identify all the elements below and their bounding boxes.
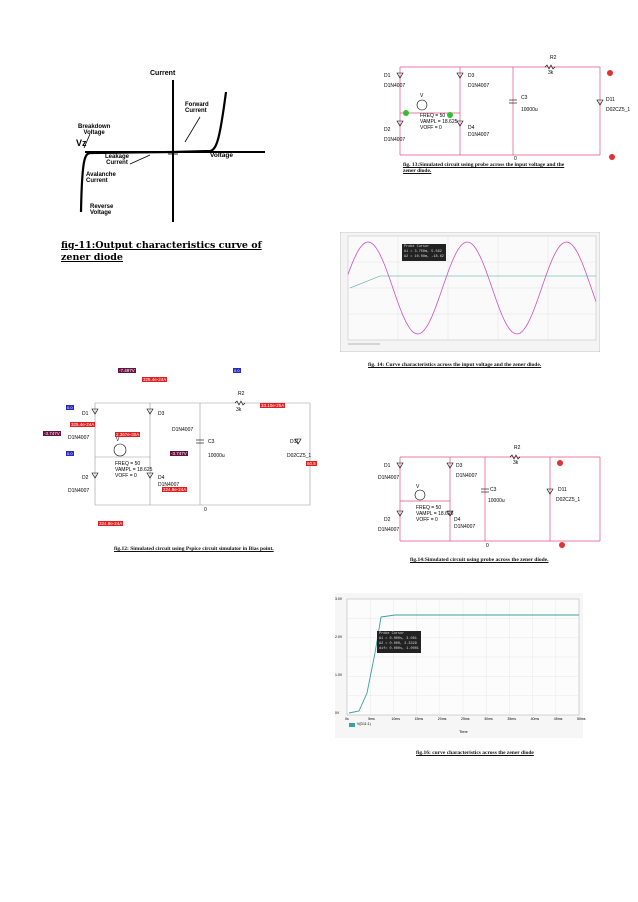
fig14b-c3-value: 10000u <box>488 498 505 504</box>
fig14b-freq: FREQ = 50 <box>416 505 442 511</box>
bias-probe-marker-mid[interactable]: 0.0 <box>67 451 73 456</box>
bias-probe-i3[interactable]: 2.367e-30A <box>116 432 140 437</box>
sine-plot-svg <box>340 232 600 352</box>
leakage-current-label <box>105 154 129 166</box>
fig14b-d2-model: D1N4007 <box>378 527 400 533</box>
fig12-zener-model: D02CZ5_1 <box>287 453 312 459</box>
bias-probe-r-current[interactable]: 33.10e-25A <box>261 403 285 408</box>
zener-characteristics-figure <box>60 62 270 222</box>
fig14b-caption: fig.14:Simulated circuit using probe across the zener diode. <box>410 557 549 563</box>
legend-swatch <box>349 723 355 727</box>
fig14-panel-row2: A2 = 10.08m, -18.62 <box>404 255 444 259</box>
bias-probe-i2[interactable]: 325.4e-24A <box>71 422 95 427</box>
forward-arrow <box>185 117 200 142</box>
x-tick: 25ms <box>461 717 470 721</box>
breakdown-voltage-label <box>78 124 110 136</box>
reverse-voltage-label <box>90 204 113 216</box>
fig14b-zener-model: D02CZ5_1 <box>556 497 581 503</box>
fig12-d1: D1 <box>82 411 89 417</box>
fig12-c3: C3 <box>208 439 215 445</box>
fig12-freq: FREQ = 50 <box>115 461 141 467</box>
leakage-line2: Current <box>106 160 128 166</box>
x-tick: 20ms <box>437 717 447 721</box>
x-tick: 35ms <box>507 717 516 721</box>
x-tick: 45ms <box>553 717 563 721</box>
legend-label: V(D11:1) <box>357 722 371 726</box>
fig12-schematic <box>40 365 320 535</box>
fig13-source: V <box>420 93 424 99</box>
fig13-d11: D11 <box>606 97 615 103</box>
breakdown-line2: Voltage <box>83 130 105 136</box>
fig12-d2-model: D1N4007 <box>68 488 90 494</box>
fig13-circuit <box>370 55 630 165</box>
bias-probe-marker-top[interactable]: 0.0 <box>234 368 240 373</box>
fig12-d2: D2 <box>82 475 89 481</box>
fig16-panel-row1: A1 = 0.000s, 3.061 <box>379 637 417 641</box>
x-tick: 50ms <box>577 717 586 721</box>
fig13-c3: C3 <box>521 95 528 101</box>
fig14-circuit <box>370 445 630 555</box>
fig13-d4-model: D1N4007 <box>468 132 490 138</box>
fig14b-d3: D3 <box>456 463 463 469</box>
fig13-d2-model: D1N4007 <box>384 137 406 143</box>
fig13-d4: D4 <box>468 125 475 131</box>
x-tick: 10ms <box>391 717 400 721</box>
fig12-vampl: VAMPL = 18.625 <box>115 467 153 473</box>
fig14-panel-title: Probe Cursor <box>404 245 430 249</box>
fig13-d2: D2 <box>384 127 391 133</box>
avalanche-line1: Avalanche <box>86 172 116 178</box>
fig13-zener-model: D02CZ5_1 <box>606 107 631 113</box>
x-tick-row <box>335 717 586 723</box>
fig12-caption: fig.12: Simulated circuit using Pspice circuit simulator in Bias point. <box>114 546 274 552</box>
reverse-line1: Reverse <box>90 204 114 210</box>
fig13-d1-model: D1N4007 <box>384 83 406 89</box>
fig12-d4: D4 <box>158 475 165 481</box>
bias-probe-i5[interactable]: 324.8e-24A <box>99 521 123 526</box>
x-tick: 5ms <box>368 717 375 721</box>
forward-current-line2: Current <box>185 108 207 114</box>
fig14-panel-row1: A1 = 3.750m, 5.562 <box>404 250 442 254</box>
fig14-sine-plot <box>340 232 600 352</box>
fig14b-vampl: VAMPL = 18.625 <box>416 511 454 517</box>
bias-probe-marker-left[interactable]: 0.0 <box>67 405 73 410</box>
fig12-d3: D3 <box>158 411 165 417</box>
leakage-arrow <box>130 155 150 164</box>
fig12-r-value: 3k <box>236 407 242 413</box>
avalanche-current-label <box>86 172 116 184</box>
zener-curve-svg <box>60 62 270 222</box>
fig13-schematic <box>370 55 630 165</box>
bias-probe-i4[interactable]: 324.8e-24A <box>163 487 187 492</box>
fig13-voff: VOFF = 0 <box>420 125 442 131</box>
bias-probe-v3[interactable]: -3.747V <box>171 451 187 456</box>
fig14b-r2: R2 <box>514 445 521 451</box>
fig14b-d1-model: D1N4007 <box>378 475 400 481</box>
fig12-d3-model: D1N4007 <box>172 427 194 433</box>
current-label: Current <box>150 70 176 77</box>
fig13-caption-line2: zener diode. <box>403 168 432 174</box>
fig12-c3-value: 10000u <box>208 453 225 459</box>
fig12-r2: R2 <box>238 391 245 397</box>
fig11-caption-line1: fig-11:Output characteristics curve of <box>61 240 262 251</box>
fig11-caption-line2: zener diode <box>61 252 123 263</box>
fig16-cursor-panel <box>377 631 421 653</box>
fig14b-d4-model: D1N4007 <box>454 524 476 530</box>
x-axis-label: Time <box>459 729 468 734</box>
fig14b-d2: D2 <box>384 517 391 523</box>
bias-probe-v5[interactable]: 60.5 <box>307 461 316 466</box>
x-tick: 30ms <box>484 717 493 721</box>
fig16-panel-row3: dif= 0.000s, 1.0001 <box>379 647 419 651</box>
fig16-panel-row2: A2 = 0.000, 2.3329 <box>379 642 417 646</box>
vz-label: Vz <box>76 138 87 148</box>
fig12-source: V <box>116 437 120 443</box>
fig12-voff: VOFF = 0 <box>115 473 137 479</box>
fig16-caption: fig.16: curve characteristics across the zener diode <box>416 750 534 756</box>
y-tick-2: 1.0V <box>335 673 343 677</box>
fig13-caption <box>403 162 564 174</box>
breakdown-line1: Breakdown <box>78 124 111 130</box>
fig14b-voff: VOFF = 0 <box>416 517 438 523</box>
x-tick: 15ms <box>414 717 424 721</box>
fig13-d1: D1 <box>384 73 391 79</box>
fig12-ground: 0 <box>204 507 207 513</box>
fig13-vampl: VAMPL = 18.625 <box>420 119 458 125</box>
fig13-r2: R2 <box>550 55 557 61</box>
voltage-label: Voltage <box>210 152 233 159</box>
fig14b-d4: D4 <box>454 517 461 523</box>
x-tick: 40ms <box>530 717 540 721</box>
fig14a-caption: fig. 14: Curve characteristics across the input voltage and the zener diode. <box>368 362 542 368</box>
bias-probe-i1[interactable]: 325.4e-24A <box>143 377 167 382</box>
fig11-caption <box>61 240 262 264</box>
fig13-c3-value: 10000u <box>521 107 538 113</box>
avalanche-line2: Current <box>86 178 108 184</box>
leakage-line1: Leakage <box>105 154 130 160</box>
bias-probe-v1[interactable]: -7.497V <box>119 368 135 373</box>
forward-curve <box>173 92 226 152</box>
fig12-d11: D11 <box>290 439 299 445</box>
fig13-d3-model: D1N4007 <box>468 83 490 89</box>
fig12-d4-model: D1N4007 <box>158 482 180 488</box>
reverse-line2: Voltage <box>90 210 112 216</box>
fig14b-d3-model: D1N4007 <box>456 473 478 479</box>
y-tick-1: 2.0V <box>335 635 343 639</box>
fig14b-d1: D1 <box>384 463 391 469</box>
fig13-freq: FREQ = 50 <box>420 113 446 119</box>
x-tick: 0s <box>345 717 349 721</box>
fig14b-r-value: 3k <box>513 460 519 466</box>
fig13-ground: 0 <box>514 156 517 162</box>
fig16-panel-title: Probe Cursor <box>379 632 405 636</box>
bias-probe-v2[interactable]: -3.747V <box>44 431 60 436</box>
fig14b-ground: 0 <box>486 543 489 549</box>
fig12-circuit <box>40 365 320 535</box>
y-tick-3: 0V <box>335 711 340 715</box>
y-tick-0: 3.0V <box>335 597 343 601</box>
fig14b-source: V <box>416 484 420 490</box>
forward-current-label <box>185 102 209 114</box>
forward-current-line1: Forward <box>185 102 209 108</box>
fig13-caption-line1: fig. 13:Simulated circuit using probe across the input voltage and the <box>403 162 565 168</box>
fig14b-d11: D11 <box>558 487 567 493</box>
fig13-r-value: 3k <box>548 70 554 76</box>
fig13-d3: D3 <box>468 73 475 79</box>
fig16-plot <box>335 593 586 738</box>
fig14b-c3: C3 <box>490 487 497 493</box>
fig14-cursor-panel <box>402 244 446 261</box>
fig12-d1-model: D1N4007 <box>68 435 90 441</box>
